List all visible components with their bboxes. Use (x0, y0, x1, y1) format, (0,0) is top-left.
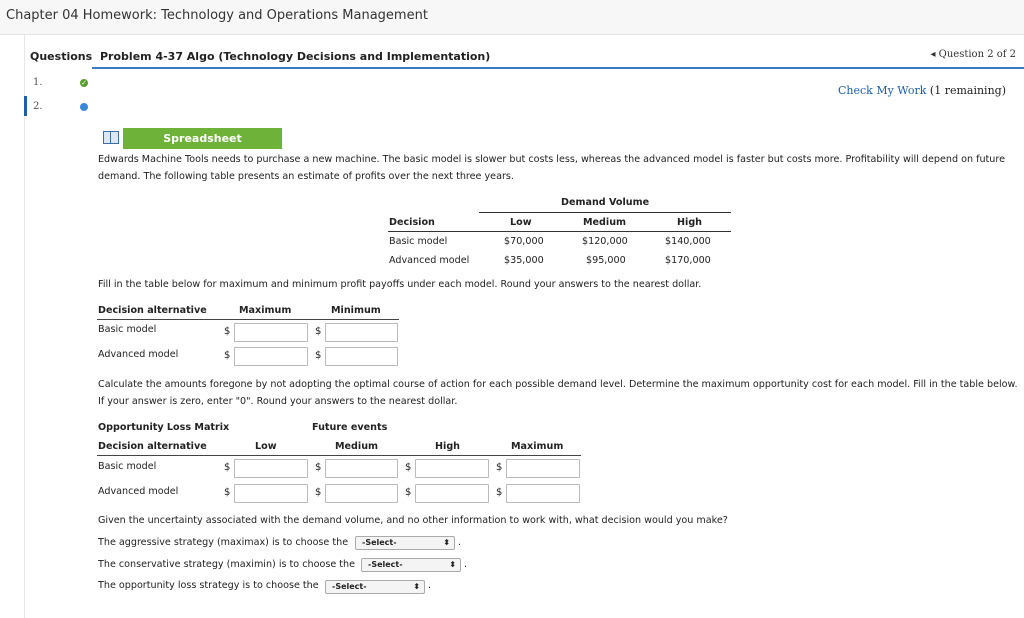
page-title: Chapter 04 Homework: Technology and Operations Management (6, 8, 428, 23)
cell-advanced-high: $170,000 (665, 255, 711, 266)
updown-arrow-icon: ⬍ (443, 538, 450, 547)
maxmin-instruction: Fill in the table below for maximum and minimum profit payoffs under each model. Round your answers to the nearest dollar. (98, 279, 702, 290)
opportunity-loss-label: The opportunity loss strategy is to choose the (98, 580, 319, 591)
opp-row-advanced: Advanced model (98, 486, 179, 497)
cell-advanced-low: $35,000 (504, 255, 544, 266)
check-my-work-link[interactable]: Check My Work (837, 84, 927, 97)
opp-row-basic: Basic model (98, 461, 157, 472)
future-events-header: Future events (312, 422, 388, 433)
currency-symbol: $ (315, 462, 322, 473)
sidebar-item-2[interactable] (33, 101, 43, 112)
dot-icon (80, 103, 88, 111)
currency-symbol: $ (496, 462, 503, 473)
active-question-indicator (24, 96, 27, 116)
maximax-select[interactable] (355, 536, 455, 550)
updown-arrow-icon: ⬍ (449, 560, 456, 569)
question-number: 2. (33, 101, 43, 112)
problem-title: Problem 4-37 Algo (Technology Decisions and Implementation) (100, 50, 491, 63)
maximin-label: The conservative strategy (maximin) is to choose the (98, 559, 356, 570)
header-rule (388, 231, 731, 232)
sentence-period: . (458, 537, 462, 548)
basic-medium-loss-input[interactable] (325, 459, 398, 478)
sentence-period: . (428, 580, 432, 591)
advanced-max-loss-input[interactable] (506, 484, 580, 503)
maxmin-row-advanced: Advanced model (98, 349, 179, 360)
currency-symbol: $ (315, 487, 322, 498)
sidebar-item-1[interactable] (33, 77, 43, 88)
basic-max-loss-input[interactable] (506, 459, 580, 478)
group-rule (479, 212, 731, 213)
intro-text: Edwards Machine Tools needs to purchase a new machine. The basic model is slower but costs less, whereas the advanced model is faster but costs more. Profitability will depend on future demand. The following table presents an estimate of profits over the next three years. (98, 154, 1006, 182)
maximax-label: The aggressive strategy (maximax) is to choose the (98, 537, 349, 548)
advanced-high-loss-input[interactable] (415, 484, 489, 503)
currency-symbol: $ (315, 326, 322, 337)
maxmin-rule (97, 319, 399, 320)
title-divider (92, 67, 1024, 69)
check-my-work (838, 84, 1006, 97)
select-value: -Select- (362, 538, 397, 547)
questions-header: Questions (30, 50, 93, 63)
opportunity-loss-select[interactable] (325, 580, 425, 594)
basic-minimum-input[interactable] (325, 323, 398, 342)
advanced-low-loss-input[interactable] (234, 484, 308, 503)
col-header-high: High (677, 217, 703, 228)
maximin-select[interactable] (361, 558, 461, 572)
maxmin-header-minimum: Minimum (331, 305, 381, 316)
spreadsheet-button[interactable]: Spreadsheet (123, 128, 282, 149)
select-value: -Select- (332, 582, 367, 591)
advanced-medium-loss-input[interactable] (325, 484, 398, 503)
matrix-title: Opportunity Loss Matrix (98, 422, 230, 433)
basic-high-loss-input[interactable] (415, 459, 489, 478)
opp-header-maximum: Maximum (511, 441, 564, 452)
demand-volume-header: Demand Volume (561, 197, 650, 208)
check-remaining: (1 remaining) (929, 84, 1006, 97)
advanced-maximum-input[interactable] (234, 347, 308, 366)
row-label-advanced: Advanced model (389, 255, 470, 266)
sentence-period: . (464, 559, 468, 570)
sidebar-divider (24, 34, 25, 618)
currency-symbol: $ (224, 462, 231, 473)
opp-header-high: High (435, 441, 461, 452)
page-title-bar (0, 0, 1024, 35)
spreadsheet-icon[interactable] (103, 131, 119, 144)
maxmin-header-maximum: Maximum (239, 305, 292, 316)
currency-symbol: $ (496, 487, 503, 498)
opp-header-decision: Decision alternative (98, 441, 207, 452)
col-header-medium: Medium (583, 217, 627, 228)
cell-basic-high: $140,000 (665, 236, 711, 247)
opp-rule (97, 455, 581, 456)
opp-header-medium: Medium (335, 441, 379, 452)
col-header-decision: Decision (389, 217, 435, 228)
cell-advanced-medium: $95,000 (586, 255, 626, 266)
basic-maximum-input[interactable] (234, 323, 308, 342)
currency-symbol: $ (405, 462, 412, 473)
updown-arrow-icon: ⬍ (413, 582, 420, 591)
opp-header-low: Low (255, 441, 277, 452)
cell-basic-low: $70,000 (504, 236, 544, 247)
question-number: 1. (33, 77, 43, 88)
select-value: -Select- (368, 560, 403, 569)
question-nav[interactable]: ◂ Question 2 of 2 (930, 49, 1016, 60)
maxmin-row-basic: Basic model (98, 324, 157, 335)
currency-symbol: $ (224, 350, 231, 361)
advanced-minimum-input[interactable] (325, 347, 398, 366)
currency-symbol: $ (224, 487, 231, 498)
col-header-low: Low (510, 217, 532, 228)
decision-question: Given the uncertainty associated with the demand volume, and no other information to work with, what decision would you make? (98, 515, 728, 526)
basic-low-loss-input[interactable] (234, 459, 308, 478)
cell-basic-medium: $120,000 (582, 236, 628, 247)
currency-symbol: $ (405, 487, 412, 498)
opportunity-instruction: Calculate the amounts foregone by not adopting the optimal course of action for each possible demand level. Determine the maximum opportunity cost for each model. Fill in the table below. If your answer is zero, enter "0". Round your answers to the nearest dollar. (98, 379, 1018, 407)
maxmin-header-decision: Decision alternative (98, 305, 207, 316)
row-label-basic: Basic model (389, 236, 448, 247)
currency-symbol: $ (224, 326, 231, 337)
check-circle-icon: ✓ (81, 79, 87, 87)
currency-symbol: $ (315, 350, 322, 361)
